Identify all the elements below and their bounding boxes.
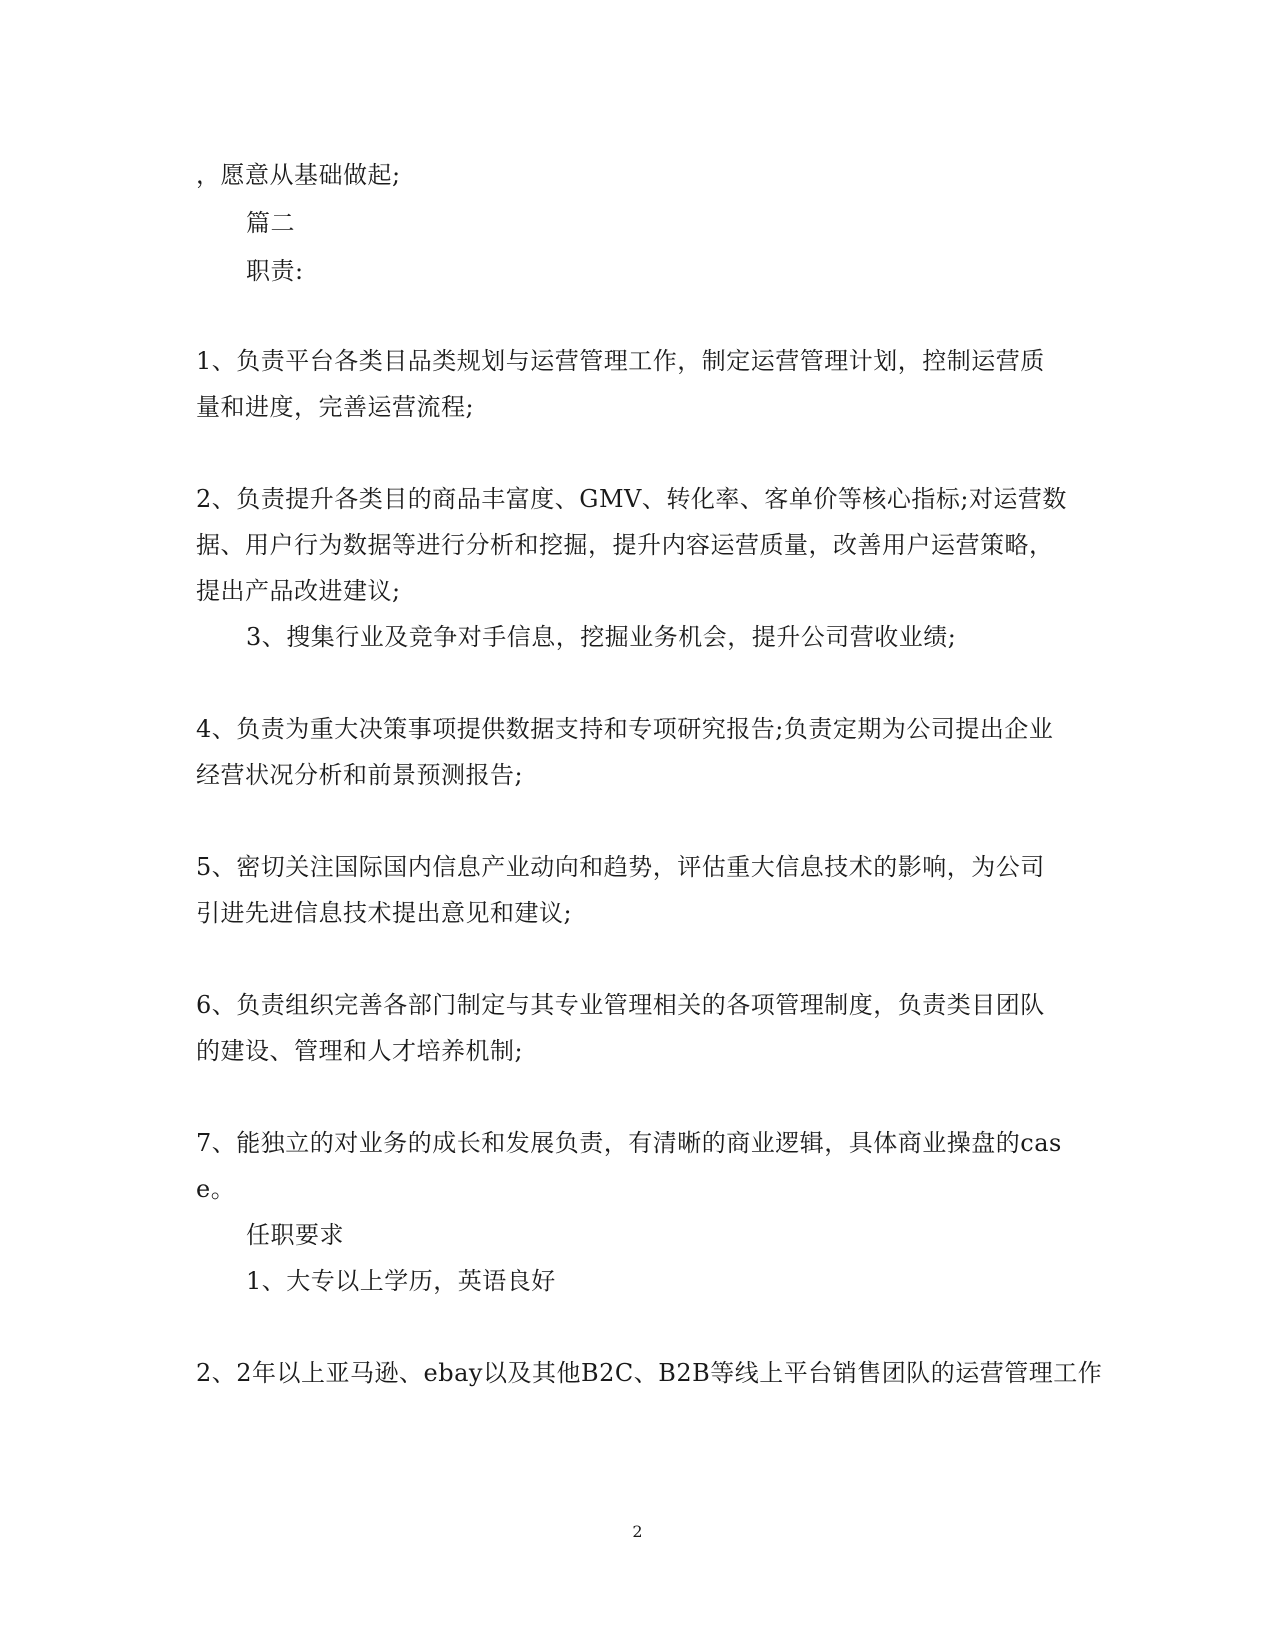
- duty-2-line-3: 提出产品改进建议;: [196, 577, 401, 605]
- duty-4-line-1: 4、负责为重大决策事项提供数据支持和专项研究报告;负责定期为公司提出企业: [196, 715, 1054, 743]
- text-line-continuation: ，愿意从基础做起;: [196, 161, 401, 189]
- duty-6-line-1: 6、负责组织完善各部门制定与其专业管理相关的各项管理制度，负责类目团队: [196, 991, 1045, 1019]
- duty-1-line-1: 1、负责平台各类目品类规划与运营管理工作，制定运营管理计划，控制运营质: [196, 347, 1045, 375]
- duty-7-line-2: e。: [196, 1175, 236, 1203]
- requirements-heading: 任职要求: [246, 1221, 344, 1249]
- duty-3: 3、搜集行业及竞争对手信息，挖掘业务机会，提升公司营收业绩;: [246, 623, 957, 651]
- duty-5-line-1: 5、密切关注国际国内信息产业动向和趋势，评估重大信息技术的影响，为公司: [196, 853, 1045, 881]
- section-heading-part-two: 篇二: [246, 209, 295, 237]
- duty-7-line-1: 7、能独立的对业务的成长和发展负责，有清晰的商业逻辑，具体商业操盘的cas: [196, 1129, 1062, 1157]
- duty-5-line-2: 引进先进信息技术提出意见和建议;: [196, 899, 573, 927]
- requirement-2-line-1: 2、2年以上亚马逊、ebay以及其他B2C、B2B等线上平台销售团队的运营管理工作: [196, 1359, 1103, 1387]
- page-number: 2: [632, 1522, 643, 1541]
- duty-1-line-2: 量和进度，完善运营流程;: [196, 393, 475, 421]
- responsibilities-heading: 职责:: [246, 257, 304, 285]
- duty-4-line-2: 经营状况分析和前景预测报告;: [196, 761, 524, 789]
- duty-2-line-2: 据、用户行为数据等进行分析和挖掘，提升内容运营质量，改善用户运营策略，: [196, 531, 1054, 559]
- duty-6-line-2: 的建设、管理和人才培养机制;: [196, 1037, 524, 1065]
- requirement-1: 1、大专以上学历，英语良好: [246, 1267, 556, 1295]
- duty-2-line-1: 2、负责提升各类目的商品丰富度、GMV、转化率、客单价等核心指标;对运营数: [196, 485, 1067, 513]
